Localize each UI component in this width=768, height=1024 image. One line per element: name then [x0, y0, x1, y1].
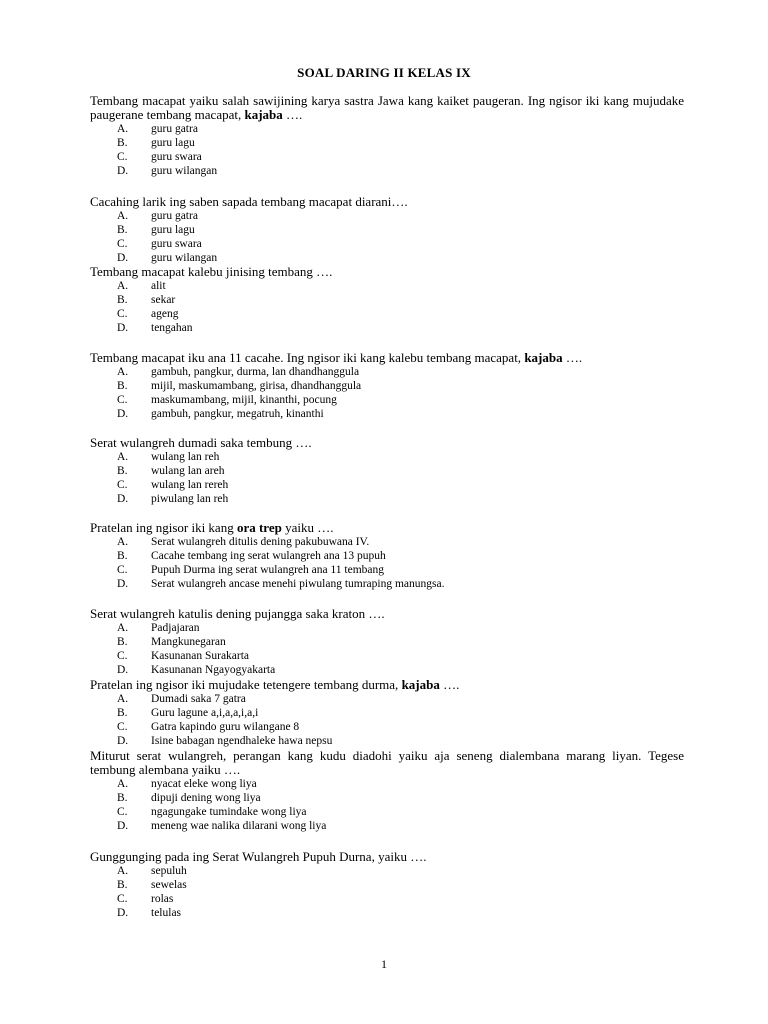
question-2: [90, 195, 684, 265]
option-b: [90, 464, 684, 478]
option-letter: A.: [117, 693, 129, 705]
option-letter: A.: [117, 123, 129, 135]
option-b: [90, 223, 684, 237]
option-a: [90, 535, 684, 549]
option-text: guru wilangan: [151, 165, 218, 177]
stem-text-end: ….: [282, 107, 303, 122]
option-c: [90, 478, 684, 492]
option-d: [90, 577, 684, 591]
question-10: [90, 850, 684, 920]
option-text: guru swara: [151, 151, 202, 163]
option-text: sewelas: [151, 879, 187, 891]
option-a: [90, 621, 684, 635]
option-d: [90, 407, 684, 421]
stem-text: Gunggunging pada ing Serat Wulangreh Pupuh Durna, yaiku ….: [90, 849, 427, 864]
option-letter: D.: [117, 165, 129, 177]
stem-text: Serat wulangreh dumadi saka tembung ….: [90, 435, 312, 450]
option-b: [90, 878, 684, 892]
stem-emphasis: kajaba: [401, 677, 440, 692]
option-text: alit: [151, 280, 166, 292]
option-b: [90, 791, 684, 805]
stem-text: Pratelan ing ngisor iki mujudake tetengere tembang durma,: [90, 677, 402, 692]
stem-text: Tembang macapat kalebu jinising tembang ….: [90, 264, 333, 279]
question-stem: [90, 850, 684, 864]
option-a: [90, 209, 684, 223]
option-d: [90, 492, 684, 506]
option-text: Pupuh Durma ing serat wulangreh ana 11 tembang: [151, 564, 385, 576]
question-stem: [90, 607, 684, 621]
option-b: [90, 293, 684, 307]
option-text: ngagungake tumindake wong liya: [151, 806, 307, 818]
option-b: [90, 549, 684, 563]
option-text: Kasunanan Ngayogyakarta: [151, 664, 276, 676]
option-letter: A.: [117, 865, 129, 877]
option-text: guru lagu: [151, 224, 195, 236]
question-8: [90, 678, 684, 748]
option-letter: C.: [117, 394, 128, 406]
option-letter: A.: [117, 366, 129, 378]
option-letter: B.: [117, 879, 128, 891]
option-text: piwulang lan reh: [151, 493, 229, 505]
option-letter: B.: [117, 137, 128, 149]
option-letter: D.: [117, 408, 129, 420]
option-letter: D.: [117, 322, 129, 334]
option-d: [90, 734, 684, 748]
option-text: Serat wulangreh ancase menehi piwulang tumraping manungsa.: [151, 578, 445, 590]
question-stem: [90, 749, 684, 777]
option-c: [90, 393, 684, 407]
option-letter: D.: [117, 664, 129, 676]
option-letter: B.: [117, 294, 128, 306]
option-letter: B.: [117, 550, 128, 562]
option-d: [90, 164, 684, 178]
option-b: [90, 136, 684, 150]
option-c: [90, 150, 684, 164]
option-d: [90, 251, 684, 265]
question-stem: [90, 436, 684, 450]
option-letter: D.: [117, 578, 129, 590]
question-3: [90, 265, 684, 335]
option-b: [90, 706, 684, 720]
option-c: [90, 892, 684, 906]
option-letter: C.: [117, 308, 128, 320]
option-text: mijil, maskumambang, girisa, dhandhanggula: [151, 380, 362, 392]
question-stem: [90, 265, 684, 279]
question-7: [90, 607, 684, 677]
option-letter: B.: [117, 707, 128, 719]
option-text: Dumadi saka 7 gatra: [151, 693, 246, 705]
option-letter: D.: [117, 907, 129, 919]
option-a: [90, 122, 684, 136]
option-text: guru lagu: [151, 137, 195, 149]
option-c: [90, 805, 684, 819]
option-letter: C.: [117, 564, 128, 576]
option-letter: C.: [117, 721, 128, 733]
option-letter: B.: [117, 380, 128, 392]
option-text: gambuh, pangkur, megatruh, kinanthi: [151, 408, 324, 420]
option-letter: A.: [117, 536, 129, 548]
option-letter: A.: [117, 451, 129, 463]
option-text: gambuh, pangkur, durma, lan dhandhanggula: [151, 366, 360, 378]
page-number: 1: [381, 957, 387, 971]
option-letter: B.: [117, 636, 128, 648]
option-letter: D.: [117, 252, 129, 264]
stem-text: Serat wulangreh katulis dening pujangga saka kraton ….: [90, 606, 385, 621]
stem-text: Tembang macapat yaiku salah sawijining karya sastra Jawa kang kaiket paugeran. Ing ngisor iki kang mujudake paugerane tembang macapat,: [90, 93, 684, 122]
option-text: guru swara: [151, 238, 202, 250]
option-text: sepuluh: [151, 865, 187, 877]
option-text: Mangkunegaran: [151, 636, 226, 648]
option-text: sekar: [151, 294, 176, 306]
stem-emphasis: ora trep: [236, 520, 282, 535]
option-text: maskumambang, mijil, kinanthi, pocung: [151, 394, 337, 406]
option-text: meneng wae nalika dilarani wong liya: [151, 820, 327, 832]
option-text: Guru lagune a,i,a,a,i,a,i: [151, 707, 259, 719]
option-letter: B.: [117, 792, 128, 804]
option-b: [90, 635, 684, 649]
option-letter: C.: [117, 806, 128, 818]
option-text: Serat wulangreh ditulis dening pakubuwana IV.: [151, 536, 370, 548]
option-c: [90, 307, 684, 321]
option-d: [90, 321, 684, 335]
option-text: wulang lan areh: [151, 465, 225, 477]
option-text: Cacahe tembang ing serat wulangreh ana 13 pupuh: [151, 550, 386, 562]
option-text: guru gatra: [151, 123, 198, 135]
option-letter: C.: [117, 238, 128, 250]
option-d: [90, 663, 684, 677]
option-text: nyacat eleke wong liya: [151, 778, 257, 790]
option-letter: B.: [117, 224, 128, 236]
option-a: [90, 864, 684, 878]
question-stem: [90, 94, 684, 122]
question-9: [90, 749, 684, 833]
option-c: [90, 237, 684, 251]
option-letter: A.: [117, 210, 129, 222]
stem-text: Tembang macapat iku ana 11 cacahe. Ing ngisor iki kang kalebu tembang macapat,: [90, 350, 525, 365]
option-text: tengahan: [151, 322, 193, 334]
option-letter: D.: [117, 820, 129, 832]
stem-text: Pratelan ing ngisor iki kang: [90, 520, 237, 535]
question-stem: [90, 195, 684, 209]
option-b: [90, 379, 684, 393]
option-letter: C.: [117, 650, 128, 662]
stem-emphasis: kajaba: [244, 107, 283, 122]
question-stem: [90, 521, 684, 535]
option-c: [90, 720, 684, 734]
option-a: [90, 777, 684, 791]
option-letter: A.: [117, 622, 129, 634]
question-6: [90, 521, 684, 591]
option-letter: C.: [117, 151, 128, 163]
option-text: guru gatra: [151, 210, 198, 222]
option-c: [90, 563, 684, 577]
stem-text-end: ….: [439, 677, 460, 692]
option-d: [90, 819, 684, 833]
option-letter: A.: [117, 280, 129, 292]
option-a: [90, 279, 684, 293]
option-text: Padjajaran: [151, 622, 200, 634]
option-a: [90, 365, 684, 379]
option-text: wulang lan rereh: [151, 479, 229, 491]
question-4: [90, 351, 684, 421]
stem-text: Cacahing larik ing saben sapada tembang macapat diarani….: [90, 194, 408, 209]
option-a: [90, 450, 684, 464]
option-text: Isine babagan ngendhaleke hawa nepsu: [151, 735, 333, 747]
option-letter: D.: [117, 735, 129, 747]
page-title: SOAL DARING II KELAS IX: [297, 65, 471, 80]
question-stem: [90, 351, 684, 365]
option-text: ageng: [151, 308, 179, 320]
question-5: [90, 436, 684, 506]
option-text: wulang lan reh: [151, 451, 220, 463]
option-letter: C.: [117, 479, 128, 491]
question-stem: [90, 678, 684, 692]
option-d: [90, 906, 684, 920]
option-text: Gatra kapindo guru wilangane 8: [151, 721, 300, 733]
stem-text-end: yaiku ….: [281, 520, 334, 535]
stem-text: Miturut serat wulangreh, perangan kang kudu diadohi yaiku aja seneng dialembana marang liyan. Tegese tembung alembana yaiku ….: [90, 748, 684, 777]
stem-emphasis: kajaba: [524, 350, 563, 365]
option-text: dipuji dening wong liya: [151, 792, 261, 804]
option-text: rolas: [151, 893, 174, 905]
option-letter: A.: [117, 778, 129, 790]
option-letter: B.: [117, 465, 128, 477]
option-text: Kasunanan Surakarta: [151, 650, 250, 662]
question-1: [90, 94, 684, 178]
option-letter: C.: [117, 893, 128, 905]
option-c: [90, 649, 684, 663]
stem-text-end: ….: [562, 350, 583, 365]
option-a: [90, 692, 684, 706]
option-text: telulas: [151, 907, 182, 919]
option-letter: D.: [117, 493, 129, 505]
option-text: guru wilangan: [151, 252, 218, 264]
